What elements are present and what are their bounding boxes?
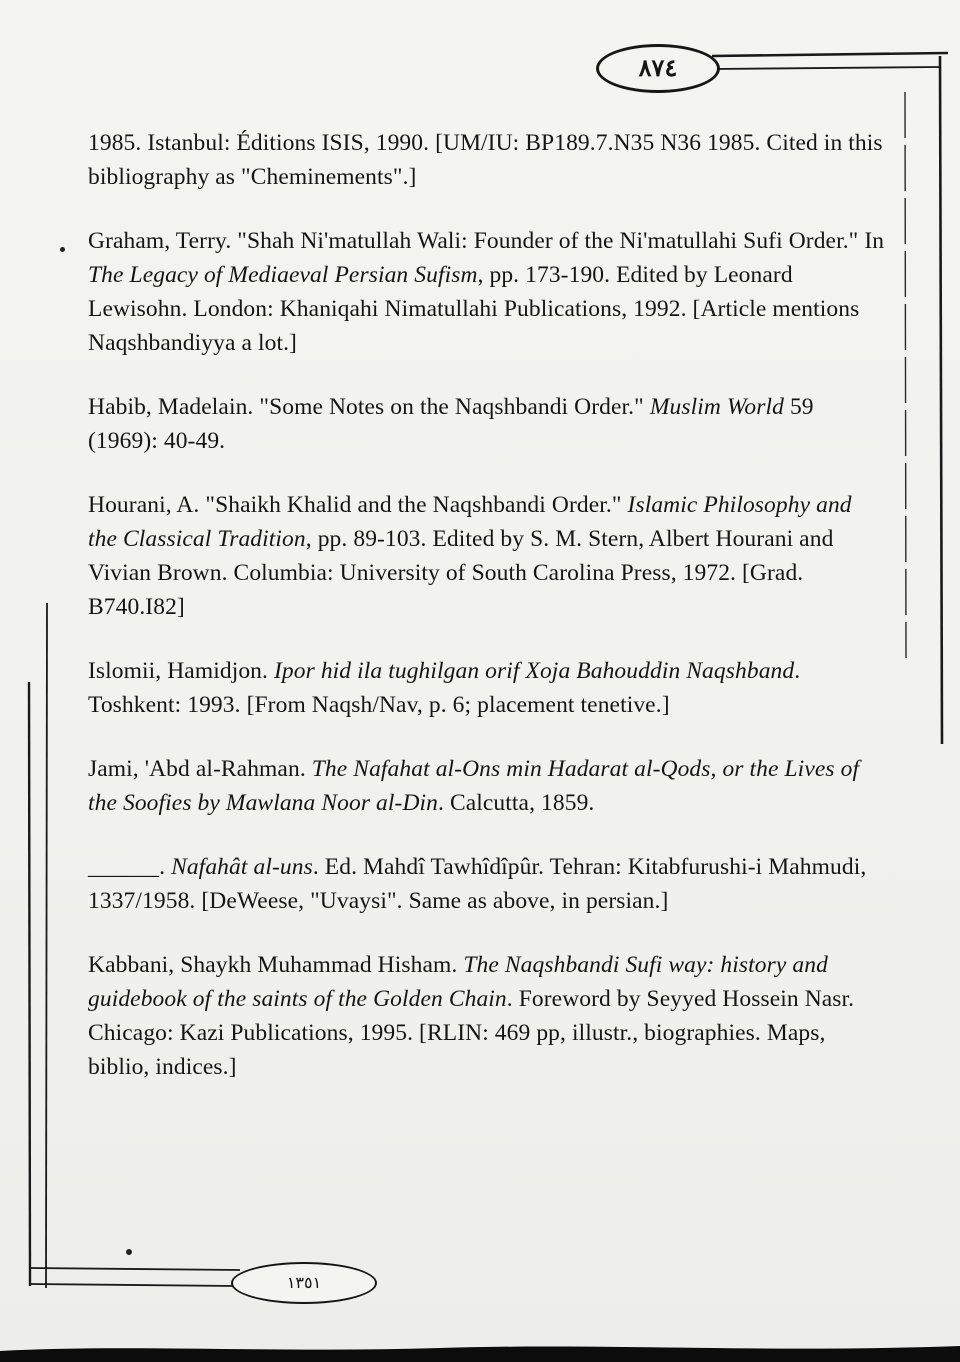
bibliography-entry: Graham, Terry. "Shah Ni'matullah Wali: Founder of the Ni'matullahi Sufi Order." In The Legacy of Mediaeval Persian Sufism, pp. 173-190. Edited by Leonard Lewisohn. London: Khaniqahi Nimatullahi Publications, 1992. [Article mentions Naqshbandiyya a lot.] bbox=[88, 228, 885, 356]
page-number-top-oval bbox=[596, 44, 720, 93]
bibliography-entry: Hourani, A. "Shaikh Khalid and the Naqshbandi Order." Islamic Philosophy and the Classical Tradition, pp. 89-103. Edited by S. M. Stern, Albert Hourani and Vivian Brown. Columbia: University of South Carolina Press, 1972. [Grad. B740.I82] bbox=[88, 492, 852, 620]
page-number-top: ٨٧٤ bbox=[638, 56, 678, 82]
bottom-scan-edge bbox=[0, 1346, 960, 1362]
bibliography-entry: Islomii, Hamidjon. Ipor hid ila tughilgan orif Xoja Bahouddin Naqshband. Toshkent: 1993. [From Naqsh/Nav, p. 6; placement tenetive.] bbox=[88, 658, 801, 718]
page-number-bottom: ١٣٥١ bbox=[286, 1275, 322, 1292]
bibliography-entry: Jami, 'Abd al-Rahman. The Nafahat al-Ons min Hadarat al-Qods, or the Lives of the Soofies by Mawlana Noor al-Din. Calcutta, 1859. bbox=[88, 756, 860, 816]
bibliography-entry: ______. Nafahât al-uns. Ed. Mahdî Tawhîdîpûr. Tehran: Kitabfurushi-i Mahmudi, 1337/1958. [DeWeese, "Uvaysi". Same as above, in persian.] bbox=[88, 854, 867, 914]
bibliography-entry: 1985. Istanbul: Éditions ISIS, 1990. [UM/IU: BP189.7.N35 N36 1985. Cited in this bibliography as "Cheminements".] bbox=[88, 130, 883, 190]
bibliography bbox=[88, 126, 886, 1114]
bibliography-entry: Kabbani, Shaykh Muhammad Hisham. The Naqshbandi Sufi way: history and guidebook of the saints of the Golden Chain. Foreword by Seyyed Hossein Nasr. Chicago: Kazi Publications, 1995. [RLIN: 469 pp, illustr., biographies. Maps, biblio, indices.] bbox=[88, 952, 855, 1080]
scan-artifact-dot bbox=[126, 1249, 132, 1255]
scan-artifact-dot bbox=[60, 247, 65, 252]
page-number-bottom-oval bbox=[231, 1262, 377, 1304]
bibliography-entry: Habib, Madelain. "Some Notes on the Naqshbandi Order." Muslim World 59 (1969): 40-49. bbox=[88, 394, 814, 454]
